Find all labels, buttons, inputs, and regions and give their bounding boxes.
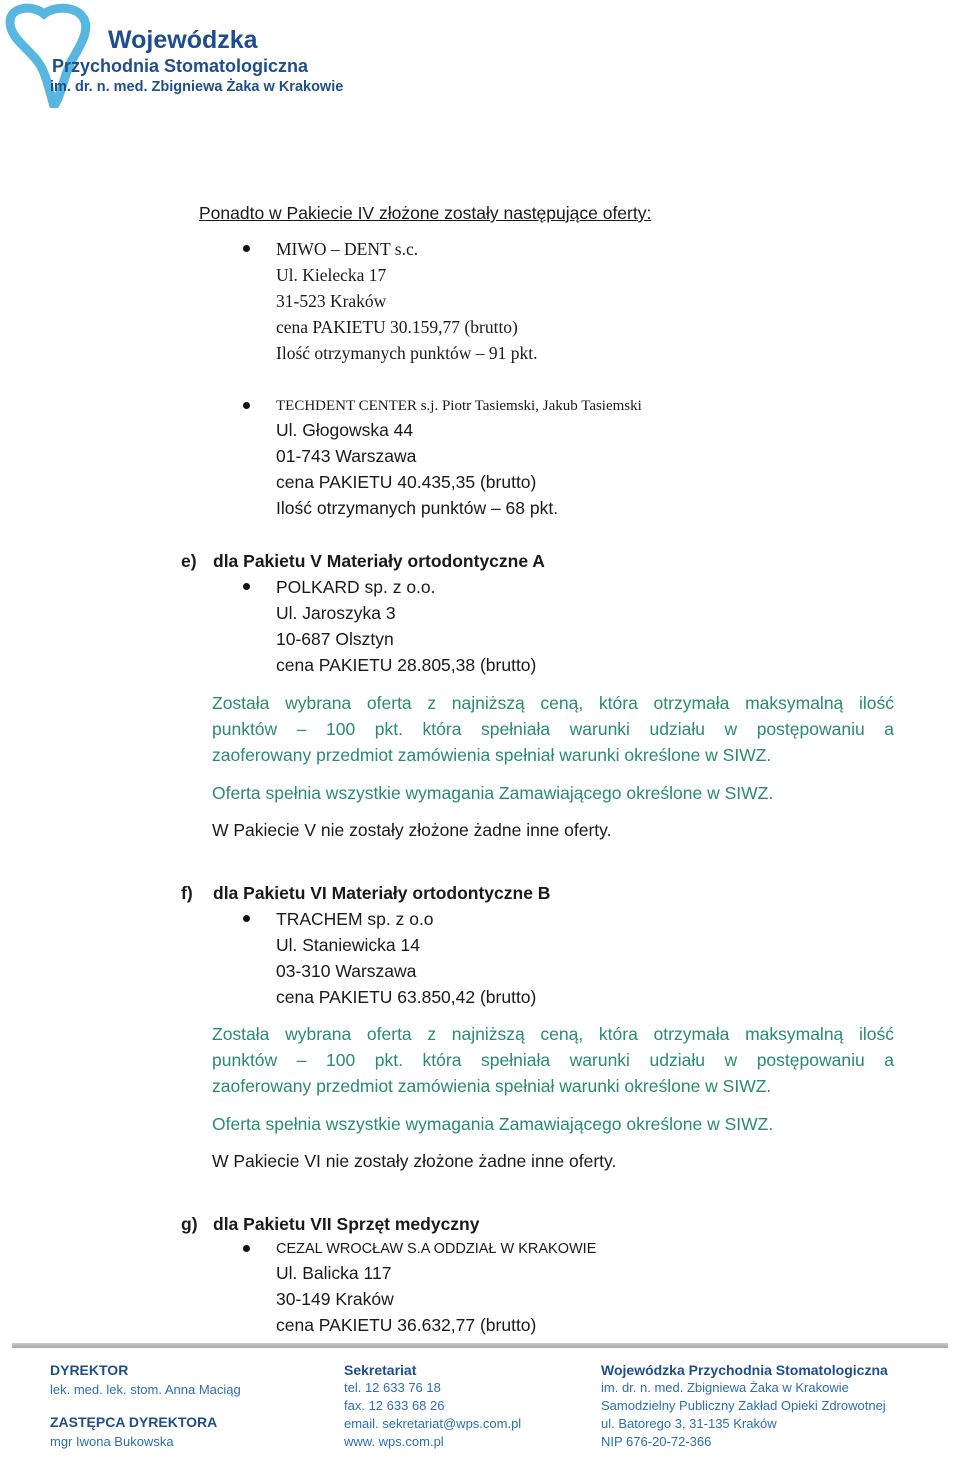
offer-city: 30-149 Kraków [276, 1289, 394, 1309]
offer-city: 10-687 Olsztyn [276, 629, 394, 649]
selected-offer-line-3: zaoferowany przedmiot zamówienia spełniał warunki określone w SIWZ. [212, 745, 772, 765]
selected-offer-line-1: Została wybrana oferta z najniższą ceną, która otrzymała maksymalną ilość [212, 1024, 894, 1044]
offer-street: Ul. Staniewicka 14 [276, 935, 420, 955]
website-link[interactable]: www. wps.com.pl [344, 1434, 444, 1449]
offer-price: cena PAKIETU 30.159,77 (brutto) [276, 317, 518, 337]
section-f-heading [181, 880, 550, 906]
offer-price: cena PAKIETU 28.805,38 (brutto) [276, 655, 537, 675]
offer-points: Ilość otrzymanych punktów – 68 pkt. [276, 498, 559, 518]
footer-institution-column [601, 1361, 888, 1451]
footer-contact-column [344, 1361, 521, 1451]
section-label: e) [181, 551, 197, 571]
requirements-text: Oferta spełnia wszystkie wymagania Zamawiającego określone w SIWZ. [212, 783, 774, 803]
selected-offer-line-2: punktów – 100 pkt. która spełniała warunki udziału w postępowaniu a [212, 1050, 894, 1070]
deputy-name: mgr Iwona Bukowska [50, 1434, 174, 1449]
selected-offer-line-3: zaoferowany przedmiot zamówienia spełniał warunki określone w SIWZ. [212, 1076, 772, 1096]
logo-line-2: Przychodnia Stomatologiczna [52, 56, 309, 76]
offer-city: 01-743 Warszawa [276, 446, 417, 466]
fax-text: fax. 12 633 68 26 [344, 1398, 445, 1413]
offer-street: Ul. Jaroszyka 3 [276, 603, 396, 623]
selected-offer-line-2: punktów – 100 pkt. która spełniała warunki udziału w postępowaniu a [212, 719, 894, 739]
offer-city: 31-523 Kraków [276, 291, 387, 311]
requirements-text: Oferta spełnia wszystkie wymagania Zamawiającego określone w SIWZ. [212, 1114, 774, 1134]
institution-line-2: Samodzielny Publiczny Zakład Opieki Zdrowotnej [601, 1398, 886, 1413]
logo-line-1: Wojewódzka [108, 26, 258, 54]
offer-street: Ul. Balicka 117 [276, 1263, 392, 1283]
offer-name: MIWO – DENT s.c. [276, 239, 419, 259]
institution-address: ul. Batorego 3, 31-135 Kraków [601, 1416, 777, 1431]
offer-name: TRACHEM sp. z o.o [276, 909, 434, 929]
secretariat-title: Sekretariat [344, 1362, 417, 1378]
institution-line-1: im. dr. n. med. Zbigniewa Żaka w Krakowie [601, 1380, 849, 1395]
deputy-title: ZASTĘPCA DYREKTORA [50, 1414, 218, 1430]
institution-nip: NIP 676-20-72-366 [601, 1434, 712, 1449]
institution-title: Wojewódzka Przychodnia Stomatologiczna [601, 1362, 888, 1378]
director-name: lek. med. lek. stom. Anna Maciąg [50, 1382, 241, 1397]
section-label: f) [181, 883, 193, 903]
bullet-icon [243, 245, 250, 252]
offer-name: TECHDENT CENTER s.j. Piotr Tasiemski, Jakub Tasiemski [276, 398, 642, 414]
bullet-icon [243, 915, 250, 922]
footer [0, 1343, 960, 1467]
email-link[interactable]: email. sekretariat@wps.com.pl [344, 1416, 522, 1431]
section-e-heading [181, 548, 545, 574]
section-title: dla Pakietu VII Sprzęt medyczny [213, 1214, 480, 1234]
offer-points: Ilość otrzymanych punktów – 91 pkt. [276, 343, 538, 363]
offer-city: 03-310 Warszawa [276, 961, 417, 981]
selected-offer-line-1: Została wybrana oferta z najniższą ceną, która otrzymała maksymalną ilość [212, 693, 894, 713]
bullet-icon [243, 583, 250, 590]
bullet-icon [243, 402, 250, 409]
offer-price: cena PAKIETU 40.435,35 (brutto) [276, 472, 537, 492]
section-title: dla Pakietu V Materiały ortodontyczne A [213, 551, 545, 571]
offer-price: cena PAKIETU 63.850,42 (brutto) [276, 987, 537, 1007]
offer-price: cena PAKIETU 36.632,77 (brutto) [276, 1315, 537, 1335]
no-other-offers-text: W Pakiecie V nie zostały złożone żadne inne oferty. [212, 820, 612, 840]
offer-name: POLKARD sp. z o.o. [276, 577, 436, 597]
offer-street: Ul. Kielecka 17 [276, 265, 387, 285]
director-title: DYREKTOR [50, 1362, 129, 1378]
section-g-heading [181, 1211, 479, 1237]
footer-director-column [50, 1361, 241, 1451]
section-title: dla Pakietu VI Materiały ortodontyczne B [213, 883, 551, 903]
logo-line-3: im. dr. n. med. Zbigniewa Żaka w Krakowie [50, 79, 344, 95]
no-other-offers-text: W Pakiecie VI nie zostały złożone żadne inne oferty. [212, 1151, 617, 1171]
offer-street: Ul. Głogowska 44 [276, 420, 414, 440]
footer-divider [12, 1343, 948, 1348]
intro-text: Ponadto w Pakiecie IV złożone zostały następujące oferty: [199, 203, 652, 223]
bullet-icon [243, 1245, 250, 1252]
phone-text: tel. 12 633 76 18 [344, 1380, 441, 1395]
offer-name: CEZAL WROCŁAW S.A ODDZIAŁ W KRAKOWIE [276, 1241, 597, 1257]
section-label: g) [181, 1214, 198, 1234]
